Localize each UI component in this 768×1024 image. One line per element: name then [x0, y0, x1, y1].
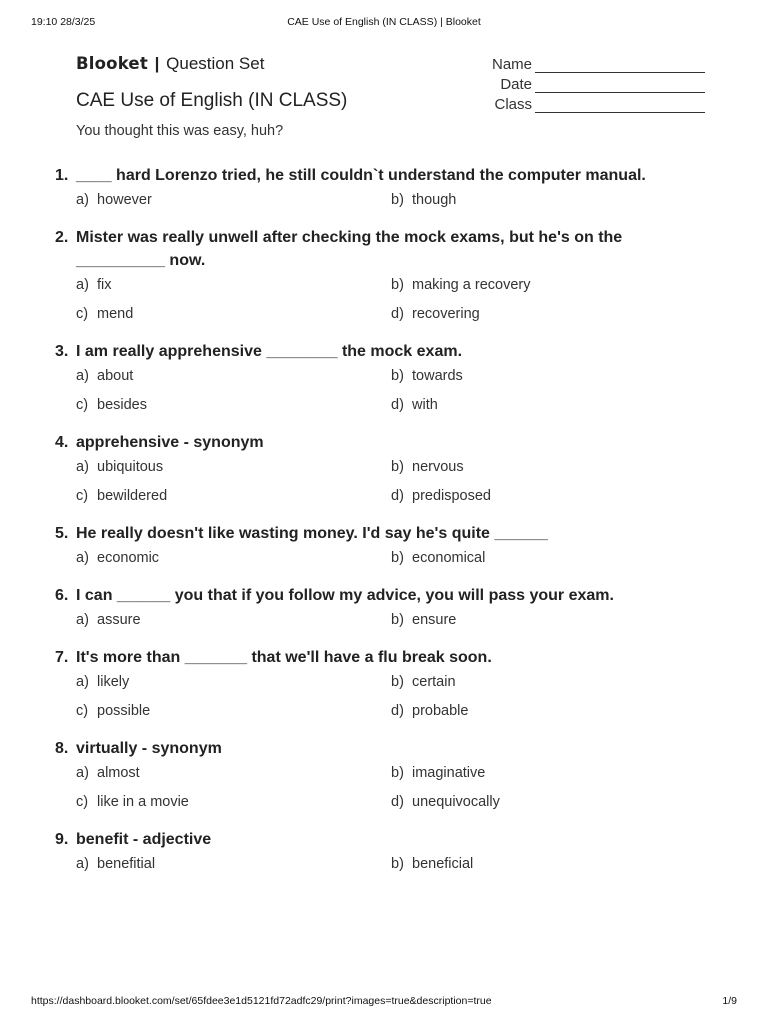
question-text: ____ hard Lorenzo tried, he still couldn`t understand the computer manual.: [76, 167, 646, 184]
option-text: likely: [97, 674, 130, 690]
option-letter: c): [76, 397, 89, 413]
option-text: however: [97, 192, 152, 208]
option-letter: b): [391, 765, 404, 781]
answer-option: [391, 367, 706, 385]
answer-option: [76, 276, 391, 294]
option-letter: b): [391, 277, 404, 293]
answer-option: [76, 673, 391, 691]
print-footer: [31, 995, 737, 1011]
option-letter: c): [76, 306, 89, 322]
answer-option: [76, 764, 391, 782]
question-1: [55, 164, 715, 209]
brand-separator: |: [154, 54, 160, 73]
option-letter: a): [76, 612, 89, 628]
option-text: unequivocally: [412, 794, 500, 810]
option-text: mend: [97, 306, 134, 322]
name-field: [475, 53, 705, 73]
date-field: [475, 73, 705, 93]
class-field-line: [535, 99, 705, 113]
option-text: possible: [97, 703, 151, 719]
option-letter: b): [391, 192, 404, 208]
question-number: 3.: [55, 343, 69, 360]
answer-options: [76, 276, 715, 323]
option-letter: b): [391, 368, 404, 384]
answer-option: [391, 673, 706, 691]
question-6: [55, 584, 715, 629]
set-title: CAE Use of English (IN CLASS): [76, 90, 348, 111]
option-text: economical: [412, 550, 486, 566]
option-letter: c): [76, 488, 89, 504]
answer-option: [391, 276, 706, 294]
answer-options: [76, 549, 715, 567]
option-letter: a): [76, 277, 89, 293]
option-letter: d): [391, 397, 404, 413]
option-text: almost: [97, 765, 140, 781]
date-field-label: Date: [500, 76, 532, 93]
question-number: 4.: [55, 434, 69, 451]
answer-options: [76, 855, 715, 873]
answer-option: [391, 549, 706, 567]
answer-option: [76, 702, 391, 720]
answer-option: [391, 191, 706, 209]
option-letter: b): [391, 674, 404, 690]
answer-options: [76, 191, 715, 209]
class-field-label: Class: [494, 96, 532, 113]
option-text: making a recovery: [412, 277, 531, 293]
answer-option: [76, 305, 391, 323]
question-text: Mister was really unwell after checking the mock exams, but he's on the __________ now.: [76, 229, 623, 269]
answer-options: [76, 367, 715, 414]
option-text: certain: [412, 674, 456, 690]
question-number: 2.: [55, 229, 69, 246]
question-3: [55, 340, 715, 414]
answer-option: [76, 855, 391, 873]
answer-option: [391, 396, 706, 414]
option-letter: c): [76, 794, 89, 810]
question-8: [55, 737, 715, 811]
option-text: besides: [97, 397, 147, 413]
question-text: I am really apprehensive ________ the mock exam.: [76, 343, 463, 360]
question-7: [55, 646, 715, 720]
answer-option: [76, 458, 391, 476]
option-text: nervous: [412, 459, 464, 475]
student-info-fields: [475, 53, 705, 113]
option-text: probable: [412, 703, 469, 719]
option-text: recovering: [412, 306, 480, 322]
question-number: 1.: [55, 167, 69, 184]
option-text: beneficial: [412, 856, 474, 872]
option-letter: d): [391, 488, 404, 504]
answer-options: [76, 764, 715, 811]
option-letter: b): [391, 550, 404, 566]
question-4: [55, 431, 715, 505]
answer-option: [76, 487, 391, 505]
option-letter: a): [76, 856, 89, 872]
question-number: 6.: [55, 587, 69, 604]
name-field-label: Name: [491, 56, 532, 73]
option-text: imaginative: [412, 765, 486, 781]
option-letter: a): [76, 192, 89, 208]
answer-option: [391, 487, 706, 505]
option-text: like in a movie: [97, 794, 189, 810]
page-number: 1/9: [722, 995, 737, 1007]
blooket-logo: Blooket: [76, 54, 148, 73]
name-field-line: [535, 59, 705, 73]
print-page-title: CAE Use of English (IN CLASS) | Blooket: [287, 16, 481, 28]
brand-subtitle: Question Set: [166, 54, 265, 73]
answer-option: [391, 611, 706, 629]
option-letter: b): [391, 459, 404, 475]
option-letter: a): [76, 674, 89, 690]
answer-options: [76, 673, 715, 720]
question-text: apprehensive - synonym: [76, 434, 264, 451]
option-text: with: [412, 397, 438, 413]
question-number: 7.: [55, 649, 69, 666]
option-text: towards: [412, 368, 463, 384]
question-text: It's more than _______ that we'll have a flu break soon.: [76, 649, 492, 666]
option-text: predisposed: [412, 488, 491, 504]
question-text: virtually - synonym: [76, 740, 222, 757]
answer-option: [391, 793, 706, 811]
question-2: [55, 226, 715, 323]
option-letter: d): [391, 794, 404, 810]
question-number: 5.: [55, 525, 69, 542]
answer-option: [391, 458, 706, 476]
option-letter: d): [391, 306, 404, 322]
option-text: economic: [97, 550, 160, 566]
question-9: [55, 828, 715, 873]
answer-option: [76, 793, 391, 811]
option-text: benefitial: [97, 856, 156, 872]
print-header: [31, 16, 737, 32]
question-text: I can ______ you that if you follow my advice, you will pass your exam.: [76, 587, 614, 604]
option-text: assure: [97, 612, 141, 628]
option-letter: a): [76, 459, 89, 475]
date-field-line: [535, 79, 705, 93]
answer-option: [391, 305, 706, 323]
option-letter: a): [76, 368, 89, 384]
class-field: [475, 93, 705, 113]
print-url: https://dashboard.blooket.com/set/65fdee3e1d5121fd72adfc29/print?images=true&description=true: [31, 995, 492, 1007]
question-number: 8.: [55, 740, 69, 757]
option-text: though: [412, 192, 457, 208]
question-5: [55, 522, 715, 567]
option-letter: a): [76, 765, 89, 781]
option-text: ubiquitous: [97, 459, 164, 475]
answer-option: [76, 549, 391, 567]
answer-option: [76, 611, 391, 629]
option-text: fix: [97, 277, 112, 293]
answer-option: [391, 702, 706, 720]
option-text: bewildered: [97, 488, 168, 504]
option-letter: b): [391, 612, 404, 628]
brand-header: [76, 54, 264, 74]
set-description: You thought this was easy, huh?: [76, 123, 284, 139]
option-text: ensure: [412, 612, 457, 628]
option-letter: c): [76, 703, 89, 719]
answer-options: [76, 611, 715, 629]
option-letter: a): [76, 550, 89, 566]
answer-option: [76, 367, 391, 385]
answer-option: [391, 855, 706, 873]
print-datetime: 19:10 28/3/25: [31, 16, 96, 28]
answer-options: [76, 458, 715, 505]
option-letter: d): [391, 703, 404, 719]
answer-option: [76, 396, 391, 414]
question-list: [55, 164, 715, 890]
answer-option: [391, 764, 706, 782]
question-text: He really doesn't like wasting money. I'd say he's quite ______: [76, 525, 548, 542]
question-number: 9.: [55, 831, 69, 848]
option-letter: b): [391, 856, 404, 872]
answer-option: [76, 191, 391, 209]
question-text: benefit - adjective: [76, 831, 212, 848]
option-text: about: [97, 368, 134, 384]
